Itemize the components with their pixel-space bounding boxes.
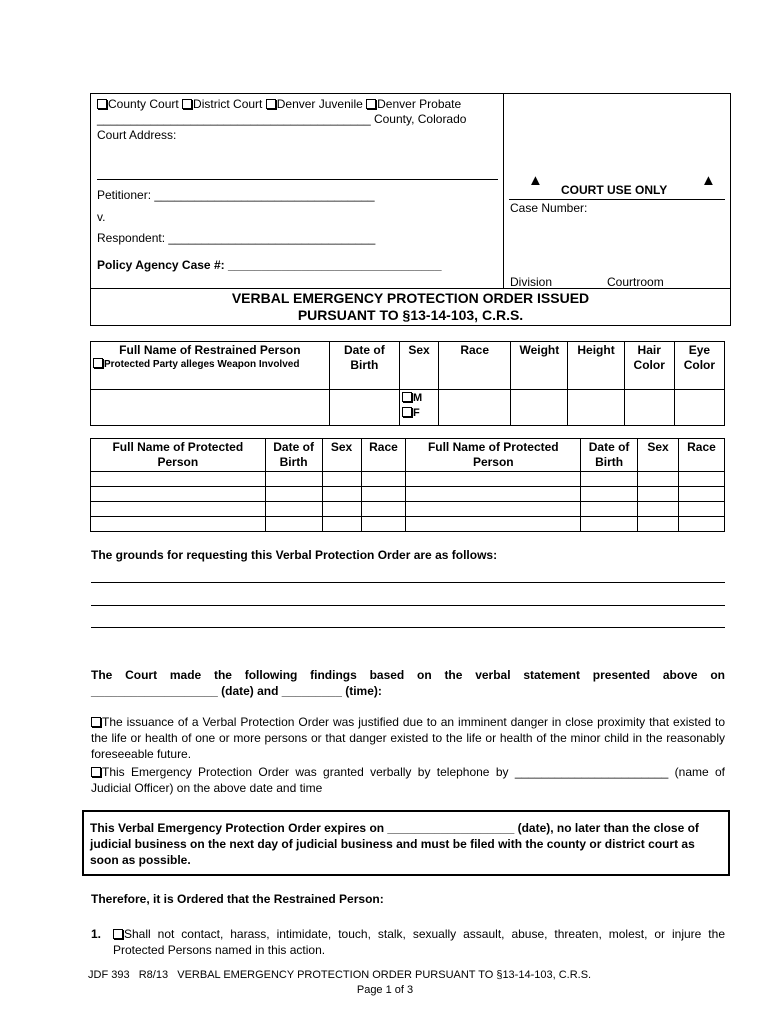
table-cell[interactable] <box>361 502 406 517</box>
restrained-dob-header: Date of Birth <box>329 342 399 390</box>
denver-probate-checkbox[interactable] <box>366 99 376 109</box>
expiration-text: This Verbal Emergency Protection Order expires on ___________________ (date), no later than the close of judicial business on the next day of judicial business and must be filed with the county or district court as soon as possible. <box>90 821 699 867</box>
court-use-only-panel <box>504 94 730 288</box>
table-cell[interactable] <box>406 502 581 517</box>
courtroom-label[interactable]: Courtroom <box>607 275 664 289</box>
restrained-weight-header: Weight <box>511 342 568 390</box>
table-cell[interactable] <box>361 487 406 502</box>
table-cell[interactable] <box>678 502 724 517</box>
caption-left <box>91 94 504 288</box>
restrained-name-header <box>91 342 330 390</box>
table-cell[interactable] <box>406 517 581 532</box>
order-1-text: Shall not contact, harass, intimidate, touch, stalk, sexually assault, abuse, threaten, molest, or injure the Protected Persons named in this action. <box>113 927 725 957</box>
protected-name-header-2: Full Name of Protected Person <box>406 439 581 472</box>
table-cell[interactable] <box>265 472 322 487</box>
county-court-label: County Court <box>108 97 179 111</box>
arrow-left-icon: ▲ <box>528 172 543 189</box>
court-address-label: Court Address: <box>97 128 177 142</box>
district-court-checkbox[interactable] <box>182 99 192 109</box>
protected-dob-header-1: Date of Birth <box>265 439 322 472</box>
caption-box <box>90 93 731 289</box>
form-title-line2: PURSUANT TO §13-14-103, C.R.S. <box>297 307 524 323</box>
table-cell[interactable] <box>581 502 638 517</box>
court-use-divider <box>509 199 725 200</box>
district-court-label: District Court <box>193 97 263 111</box>
table-cell[interactable] <box>581 517 638 532</box>
table-cell[interactable] <box>265 502 322 517</box>
petitioner-field[interactable]: Petitioner: _________________________________ <box>97 188 375 202</box>
table-cell[interactable] <box>322 502 361 517</box>
table-cell[interactable] <box>265 517 322 532</box>
telephone-grant-checkbox[interactable] <box>91 767 101 777</box>
table-cell[interactable] <box>581 472 638 487</box>
table-cell[interactable] <box>91 472 266 487</box>
table-cell[interactable] <box>91 517 266 532</box>
findings-line-1: The Court made the following findings based on the verbal statement presented above on <box>91 668 725 682</box>
protected-race-header-2: Race <box>678 439 724 472</box>
table-cell[interactable] <box>638 517 679 532</box>
telephone-grant-text: This Emergency Protection Order was granted verbally by telephone by _______________________ (name of Judicial Officer) on the above date and time <box>91 765 725 795</box>
order-1-checkbox[interactable] <box>113 929 123 939</box>
weapon-involved-checkbox[interactable] <box>93 358 103 368</box>
sex-female-label: F <box>412 407 420 419</box>
page-number: Page 1 of 3 <box>356 984 414 996</box>
restrained-weight-cell[interactable] <box>511 390 568 426</box>
findings-date-time-field[interactable]: ___________________ (date) and _________ (time): <box>91 684 382 698</box>
imminent-danger-text: The issuance of a Verbal Protection Order was justified due to an imminent danger in close proximity that existed to the life or health of one or more persons or that danger existed to the life or health of the minor child in the reasonably foreseeable future. <box>91 715 725 761</box>
finding-imminent-danger <box>91 714 725 762</box>
expiration-notice <box>82 810 730 876</box>
therefore-label: Therefore, it is Ordered that the Restrained Person: <box>91 892 384 906</box>
form-title <box>90 289 731 326</box>
restrained-height-cell[interactable] <box>568 390 624 426</box>
county-court-checkbox[interactable] <box>97 99 107 109</box>
table-row <box>91 472 725 487</box>
sex-female-checkbox[interactable] <box>402 407 412 417</box>
court-type-options <box>97 97 461 111</box>
restrained-hair-cell[interactable] <box>624 390 674 426</box>
respondent-field[interactable]: Respondent: _______________________________ <box>97 231 376 245</box>
denver-juvenile-label: Denver Juvenile <box>276 97 363 111</box>
protected-race-header-1: Race <box>361 439 406 472</box>
versus-label: v. <box>97 210 106 224</box>
arrow-right-icon: ▲ <box>701 172 716 189</box>
protected-sex-header-2: Sex <box>638 439 679 472</box>
table-cell[interactable] <box>322 472 361 487</box>
protected-sex-header-1: Sex <box>322 439 361 472</box>
grounds-line-1[interactable] <box>91 582 725 583</box>
case-number-label[interactable]: Case Number: <box>510 201 588 215</box>
address-divider <box>97 179 498 180</box>
table-row <box>91 487 725 502</box>
finding-telephone-grant <box>91 764 725 796</box>
protected-dob-header-2: Date of Birth <box>581 439 638 472</box>
restrained-race-cell[interactable] <box>439 390 511 426</box>
table-cell[interactable] <box>91 502 266 517</box>
restrained-sex-header: Sex <box>399 342 438 390</box>
restrained-dob-cell[interactable] <box>329 390 399 426</box>
table-cell[interactable] <box>678 517 724 532</box>
form-id-footer: JDF 393 R8/13 VERBAL EMERGENCY PROTECTION ORDER PURSUANT TO §13-14-103, C.R.S. <box>88 969 592 981</box>
sex-male-label: M <box>412 392 423 404</box>
table-cell[interactable] <box>678 472 724 487</box>
table-row <box>91 502 725 517</box>
table-cell[interactable] <box>678 487 724 502</box>
county-field[interactable]: _________________________________________ County, Colorado <box>97 112 467 126</box>
weapon-involved-label: Protected Party alleges Weapon Involved <box>104 359 300 370</box>
grounds-line-2[interactable] <box>91 605 725 606</box>
table-cell[interactable] <box>581 487 638 502</box>
restrained-person-table <box>90 341 725 426</box>
table-cell[interactable] <box>638 472 679 487</box>
denver-juvenile-checkbox[interactable] <box>266 99 276 109</box>
order-1-item <box>113 926 725 958</box>
protected-persons-table <box>90 438 725 532</box>
restrained-hair-header: Hair Color <box>624 342 674 390</box>
restrained-race-header: Race <box>439 342 511 390</box>
table-cell[interactable] <box>361 472 406 487</box>
table-cell[interactable] <box>406 487 581 502</box>
court-use-only-label: COURT USE ONLY <box>561 183 668 197</box>
division-label[interactable]: Division <box>510 275 553 289</box>
restrained-name-cell[interactable] <box>91 390 330 426</box>
table-cell[interactable] <box>638 502 679 517</box>
protected-name-header-1: Full Name of Protected Person <box>91 439 266 472</box>
table-cell[interactable] <box>361 517 406 532</box>
table-cell[interactable] <box>91 487 266 502</box>
sex-male-checkbox[interactable] <box>402 392 412 402</box>
order-1-number: 1. <box>91 927 102 941</box>
table-cell[interactable] <box>322 517 361 532</box>
grounds-label: The grounds for requesting this Verbal Protection Order are as follows: <box>91 548 498 562</box>
restrained-height-header: Height <box>568 342 624 390</box>
table-cell[interactable] <box>638 487 679 502</box>
grounds-line-3[interactable] <box>91 627 725 628</box>
denver-probate-label: Denver Probate <box>377 97 462 111</box>
restrained-sex-cell <box>399 390 438 426</box>
imminent-danger-checkbox[interactable] <box>91 717 101 727</box>
form-title-line1: VERBAL EMERGENCY PROTECTION ORDER ISSUED <box>231 290 590 306</box>
restrained-name-header-label: Full Name of Restrained Person <box>119 343 301 357</box>
table-cell[interactable] <box>406 472 581 487</box>
table-cell[interactable] <box>265 487 322 502</box>
restrained-eye-cell[interactable] <box>674 390 724 426</box>
table-cell[interactable] <box>322 487 361 502</box>
table-row <box>91 517 725 532</box>
restrained-eye-header: Eye Color <box>674 342 724 390</box>
policy-agency-field[interactable]: Policy Agency Case #: ________________________________ <box>97 258 442 272</box>
